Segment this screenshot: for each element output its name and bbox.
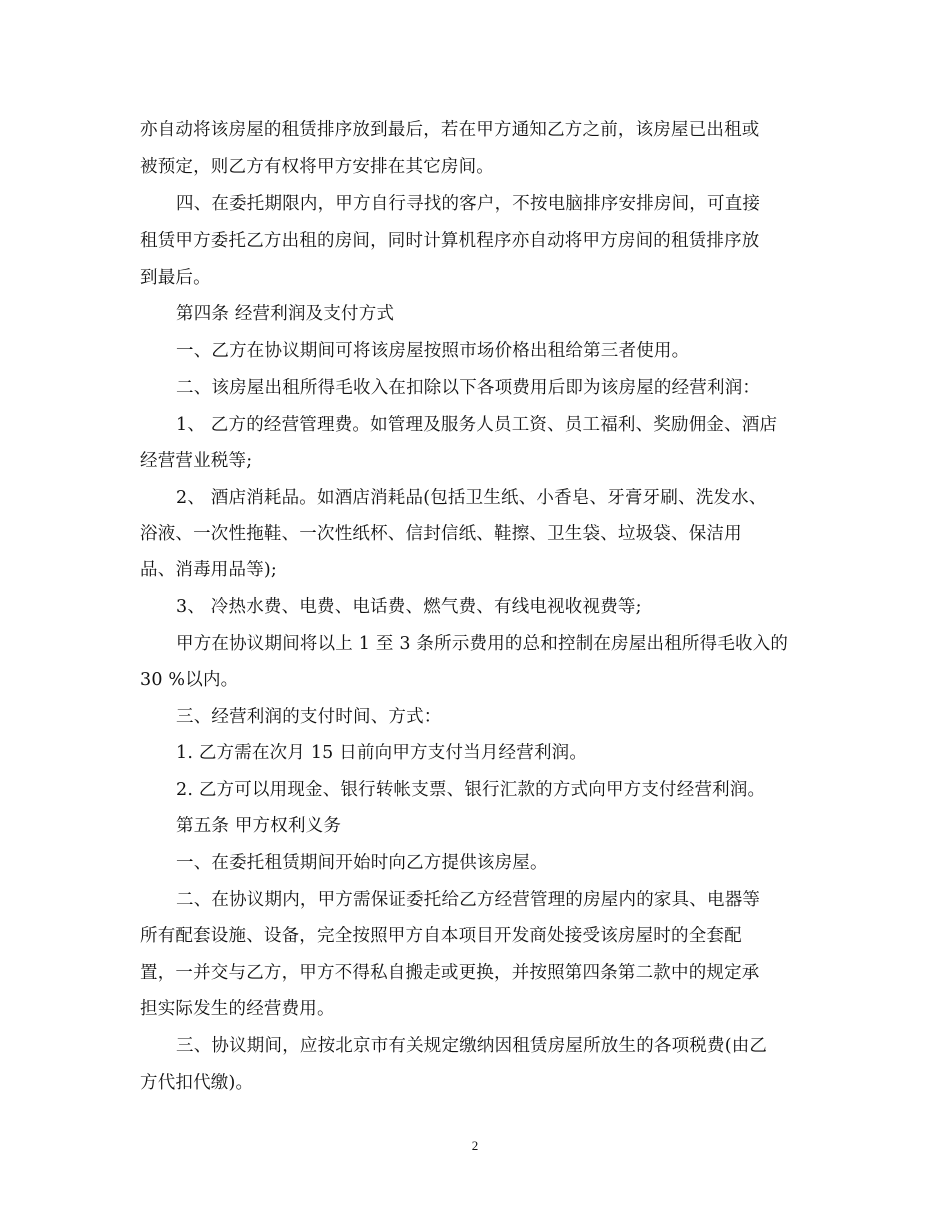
text-line: 1、 乙方的经营管理费。如管理及服务人员工资、员工福利、奖励佣金、酒店 [176,415,778,435]
text-line: 二、该房屋出租所得毛收入在扣除以下各项费用后即为该房屋的经营利润： [176,378,761,398]
text-line: 浴液、一次性拖鞋、一次性纸杯、信封信纸、鞋擦、卫生袋、垃圾袋、保洁用 [140,524,742,544]
text-line: 经营营业税等; [140,451,253,471]
text-line: 一、在委托租赁期间开始时向乙方提供该房屋。 [176,853,548,873]
text-line: 所有配套设施、设备，完全按照甲方自本项目开发商处接受该房屋时的全套配 [140,926,742,946]
text-line: 担实际发生的经营费用。 [140,999,335,1019]
text-line: 品、消毒用品等); [140,560,278,580]
text-line: 租赁甲方委托乙方出租的房间，同时计算机程序亦自动将甲方房间的租赁排序放 [140,231,760,251]
text-line: 方代扣代缴)。 [140,1073,254,1093]
text-line: 甲方在协议期间将以上 1 至 3 条所示费用的总和控制在房屋出租所得毛收入的 [176,634,789,654]
page-number: 2 [471,1138,479,1153]
text-line: 2. 乙方可以用现金、银行转帐支票、银行汇款的方式向甲方支付经营利润。 [176,780,766,800]
text-line: 三、协议期间，应按北京市有关规定缴纳因租赁房屋所放生的各项税费(由乙 [176,1036,768,1056]
text-line: 30 %以内。 [140,670,239,690]
text-line: 亦自动将该房屋的租赁排序放到最后，若在甲方通知乙方之前，该房屋已出租或 [140,120,760,140]
text-line: 三、经营利润的支付时间、方式： [176,707,442,727]
text-line: 二、在协议期内，甲方需保证委托给乙方经营管理的房屋内的家具、电器等 [176,890,761,910]
section-heading: 第五条 甲方权利义务 [176,816,342,836]
text-line: 3、 冷热水费、电费、电话费、燃气费、有线电视收视费等; [176,597,642,617]
text-line: 一、乙方在协议期间可将该房屋按照市场价格出租给第三者使用。 [176,341,690,361]
text-line: 四、在委托期限内，甲方自行寻找的客户，不按电脑排序安排房间，可直接 [176,194,761,214]
text-line: 2、 酒店消耗品。如酒店消耗品(包括卫生纸、小香皂、牙膏牙刷、洗发水、 [176,488,767,508]
text-line: 1. 乙方需在次月 15 日前向甲方支付当月经营利润。 [176,743,588,763]
text-line: 置，一并交与乙方，甲方不得私自搬走或更换，并按照第四条第二款中的规定承 [140,963,760,983]
text-line: 被预定，则乙方有权将甲方安排在其它房间。 [140,157,494,177]
section-heading: 第四条 经营利润及支付方式 [176,304,395,324]
text-line: 到最后。 [140,268,211,288]
